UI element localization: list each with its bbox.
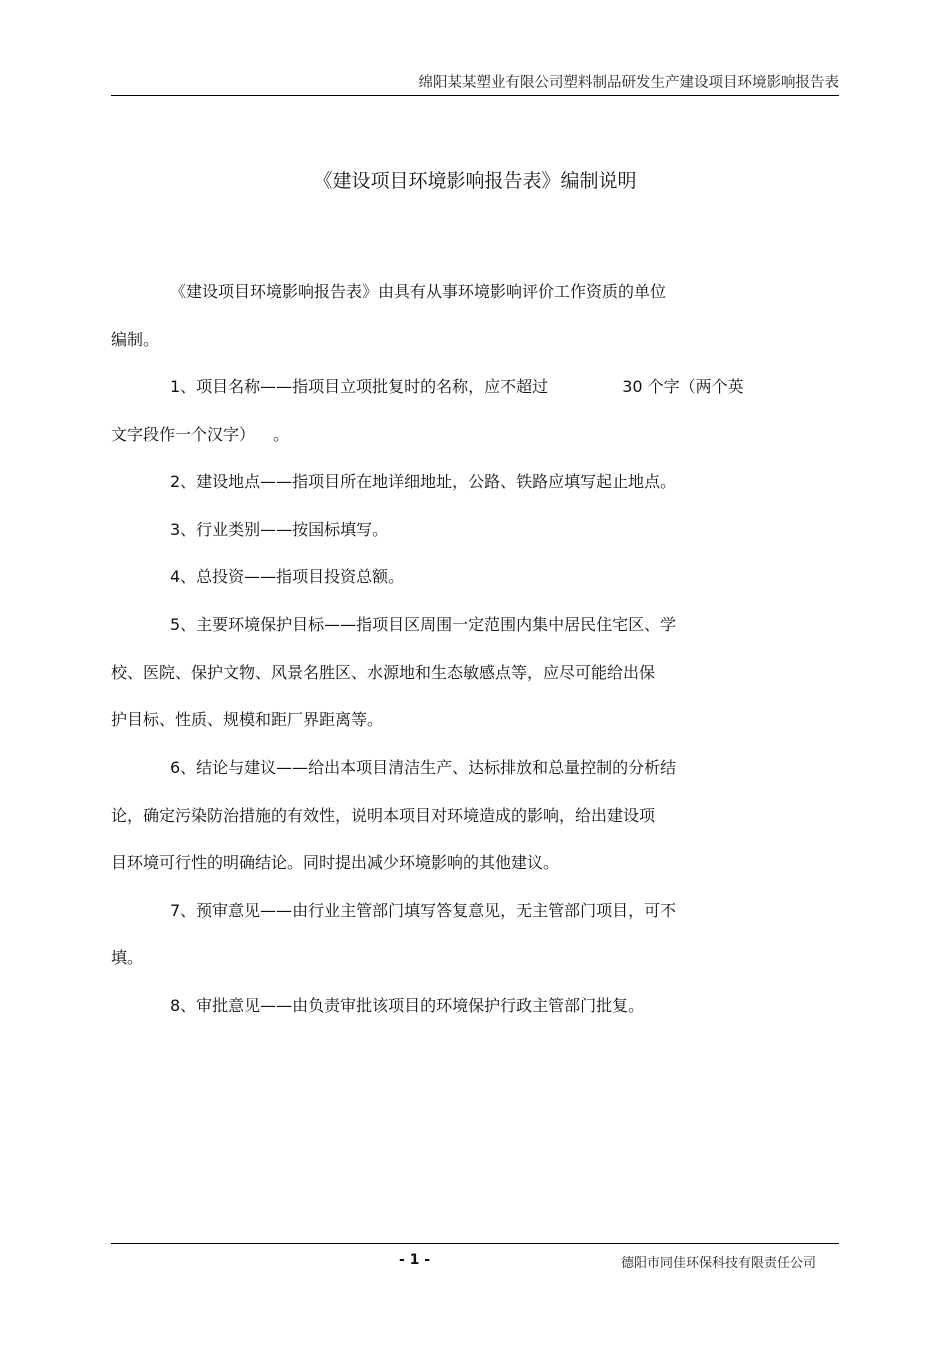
- item-5-line-3: 护目标、性质、规模和距厂界距离等。: [111, 710, 384, 729]
- item-1-text-d: 。: [273, 425, 290, 444]
- footer-company: 德阳市同佳环保科技有限责任公司: [620, 1256, 816, 1271]
- intro-line-2: 编制。: [111, 330, 160, 349]
- item-1-text-a: 1、项目名称——指项目立项批复时的名称，应不超过: [170, 377, 549, 396]
- document-title: 《建设项目环境影响报告表》编制说明: [313, 170, 637, 192]
- item-6-line-1: 6、结论与建议——给出本项目清洁生产、达标排放和总量控制的分析结: [170, 758, 677, 777]
- item-1-line-1: [170, 377, 744, 397]
- item-6-line-3: 目环境可行性的明确结论。同时提出减少环境影响的其他建议。: [111, 853, 560, 872]
- item-1-text-b: 30 个字（两个英: [622, 377, 744, 396]
- footer-rule: [111, 1243, 839, 1244]
- item-5-line-2: 校、医院、保护文物、风景名胜区、水源地和生态敏感点等，应尽可能给出保: [111, 663, 656, 682]
- intro-line-1: 《建设项目环境影响报告表》由具有从事环境影响评价工作资质的单位: [170, 282, 667, 301]
- item-5-line-1: 5、主要环境保护目标——指项目区周围一定范围内集中居民住宅区、学: [170, 615, 677, 634]
- header-text: 绵阳某某塑业有限公司塑料制品研发生产建设项目环境影响报告表: [418, 75, 839, 91]
- item-1-text-c: 文字段作一个汉字）: [111, 425, 256, 444]
- item-2-line-1: 2、建设地点——指项目所在地详细地址，公路、铁路应填写起止地点。: [170, 472, 677, 491]
- page-number: - 1 -: [399, 1252, 431, 1268]
- item-7-line-1: 7、预审意见——由行业主管部门填写答复意见，无主管部门项目，可不: [170, 901, 677, 920]
- item-1-line-2: [111, 425, 289, 445]
- item-4-line-1: 4、总投资——指项目投资总额。: [170, 567, 405, 586]
- item-3-line-1: 3、行业类别——按国标填写。: [170, 520, 389, 539]
- header-rule: [111, 95, 839, 96]
- item-7-line-2: 填。: [111, 948, 144, 967]
- item-6-line-2: 论，确定污染防治措施的有效性，说明本项目对环境造成的影响，给出建设项: [111, 806, 656, 825]
- item-8-line-1: 8、审批意见——由负责审批该项目的环境保护行政主管部门批复。: [170, 996, 645, 1015]
